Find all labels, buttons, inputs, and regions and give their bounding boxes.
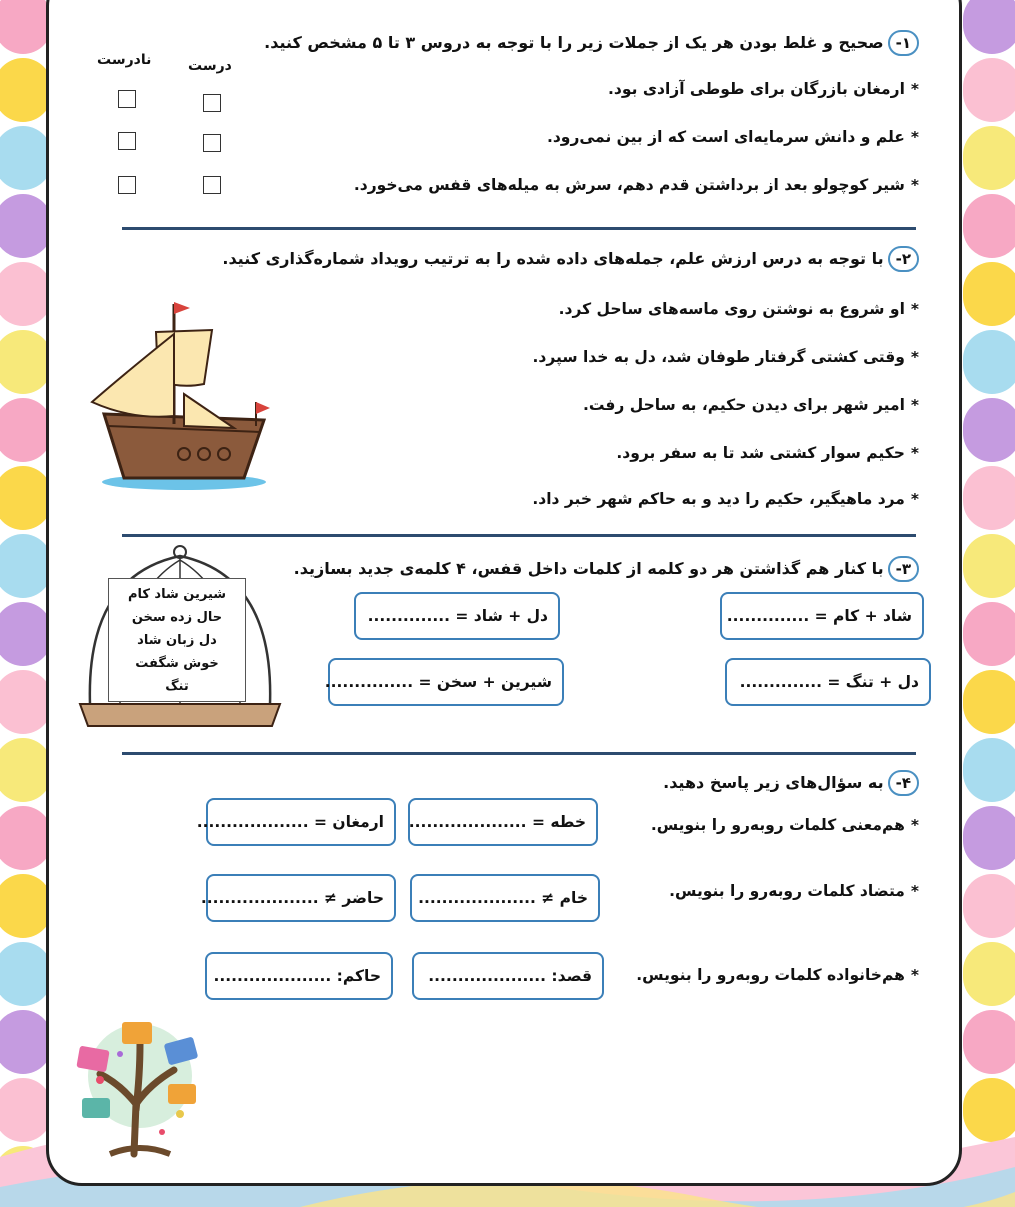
left-pastel-border (0, 0, 52, 1207)
section1-instruction: صحیح و غلط بودن هر یک از جملات زیر را با توجه به دروس ۳ تا ۵ مشخص کنید. (264, 33, 884, 52)
cage-words-line: تنگ (165, 679, 189, 694)
border-pill (0, 330, 52, 394)
section4-prompt: *هم‌خانواده کلمات روبه‌رو را بنویس. (636, 966, 919, 984)
true-checkbox[interactable] (203, 94, 221, 112)
answer-box[interactable]: خطه = .................... (408, 798, 598, 846)
false-checkbox[interactable] (118, 90, 136, 108)
border-pill (0, 806, 52, 870)
border-pill (963, 466, 1015, 530)
border-pill (0, 398, 52, 462)
section4-heading (663, 770, 919, 796)
compound-word-box[interactable]: دل + تنگ = .............. (725, 658, 931, 706)
border-pill (0, 942, 52, 1006)
border-pill (0, 126, 52, 190)
border-pill (0, 534, 52, 598)
border-pill (963, 0, 1015, 54)
cage-words-line: دل زبان شاد (137, 633, 217, 648)
border-pill (963, 1010, 1015, 1074)
section1-item: *ارمغان بازرگان برای طوطی آزادی بود. (608, 80, 919, 98)
border-pill (963, 262, 1015, 326)
border-pill (0, 738, 52, 802)
section2-item: *مرد ماهیگیر، حکیم را دید و به حاکم شهر خبر داد. (532, 490, 919, 508)
right-pastel-border (963, 0, 1015, 1207)
border-pill (0, 874, 52, 938)
section2-item: *حکیم سوار کشتی شد تا به سفر برود. (616, 444, 919, 462)
border-pill (963, 398, 1015, 462)
border-pill (963, 602, 1015, 666)
section1-item: *علم و دانش سرمایه‌ای است که از بین نمی‌رود. (546, 128, 919, 146)
border-pill (0, 670, 52, 734)
border-pill (963, 194, 1015, 258)
border-pill (963, 330, 1015, 394)
section-divider (122, 227, 916, 230)
section4-prompt: *متضاد کلمات روبه‌رو را بنویس. (669, 882, 919, 900)
book-tree-illustration (70, 1014, 210, 1160)
column-true-label: درست (188, 58, 232, 74)
true-checkbox[interactable] (203, 134, 221, 152)
border-pill (963, 670, 1015, 734)
border-pill (0, 58, 52, 122)
cage-word-card (108, 578, 246, 702)
border-pill (0, 466, 52, 530)
section2-item: *وقتی کشتی گرفتار طوفان شد، دل به خدا سپرد. (532, 348, 919, 366)
border-pill (963, 806, 1015, 870)
section2-instruction: با توجه به درس ارزش علم، جمله‌های داده شده را به ترتیب رویداد شماره‌گذاری کنید. (222, 249, 884, 268)
border-pill (963, 738, 1015, 802)
sailing-ship-illustration (84, 294, 280, 494)
border-pill (0, 1010, 52, 1074)
section3-heading (294, 556, 919, 582)
answer-box[interactable]: قصد: .................... (412, 952, 604, 1000)
section2-heading (222, 246, 919, 272)
section2-item: *او شروع به نوشتن روی ماسه‌های ساحل کرد. (558, 300, 919, 318)
border-pill (963, 58, 1015, 122)
section3-instruction: با کنار هم گذاشتن هر دو کلمه از کلمات داخل قفس، ۴ کلمه‌ی جدید بسازید. (293, 559, 884, 578)
border-pill (0, 194, 52, 258)
section4-instruction: به سؤال‌های زیر پاسخ دهید. (663, 773, 884, 792)
border-pill (963, 942, 1015, 1006)
border-pill (0, 262, 52, 326)
section4-prompt: *هم‌معنی کلمات روبه‌رو را بنویس. (650, 816, 919, 834)
section-divider (122, 752, 916, 755)
compound-word-box[interactable]: دل + شاد = .............. (354, 592, 560, 640)
column-false-label: نادرست (97, 52, 152, 68)
border-pill (963, 126, 1015, 190)
answer-box[interactable]: خام ≠ .................... (410, 874, 600, 922)
border-pill (0, 602, 52, 666)
section2-item: *امیر شهر برای دیدن حکیم، به ساحل رفت. (582, 396, 919, 414)
section4-number: ۴- (888, 770, 919, 796)
compound-word-box[interactable]: شاد + کام = .............. (720, 592, 924, 640)
answer-box[interactable]: حاکم: .................... (205, 952, 393, 1000)
section2-number: ۲- (888, 246, 919, 272)
section1-number: ۱- (888, 30, 919, 56)
answer-box[interactable]: حاضر ≠ .................... (206, 874, 396, 922)
cage-words-line: خوش شگفت (135, 656, 219, 671)
border-pill (0, 0, 52, 54)
answer-box[interactable]: ارمغان = ................... (206, 798, 396, 846)
false-checkbox[interactable] (118, 132, 136, 150)
section1-heading (264, 30, 919, 56)
compound-word-box[interactable]: شیرین + سخن = ............... (328, 658, 564, 706)
section1-item: *شیر کوچولو بعد از برداشتن قدم دهم، سرش به میله‌های قفس می‌خورد. (353, 176, 919, 194)
false-checkbox[interactable] (118, 176, 136, 194)
section3-number: ۳- (888, 556, 919, 582)
true-checkbox[interactable] (203, 176, 221, 194)
cage-words-line: شیرین شاد کام (127, 587, 227, 602)
cage-words-line: حال زده سخن (131, 610, 223, 625)
border-pill (963, 874, 1015, 938)
border-pill (963, 534, 1015, 598)
